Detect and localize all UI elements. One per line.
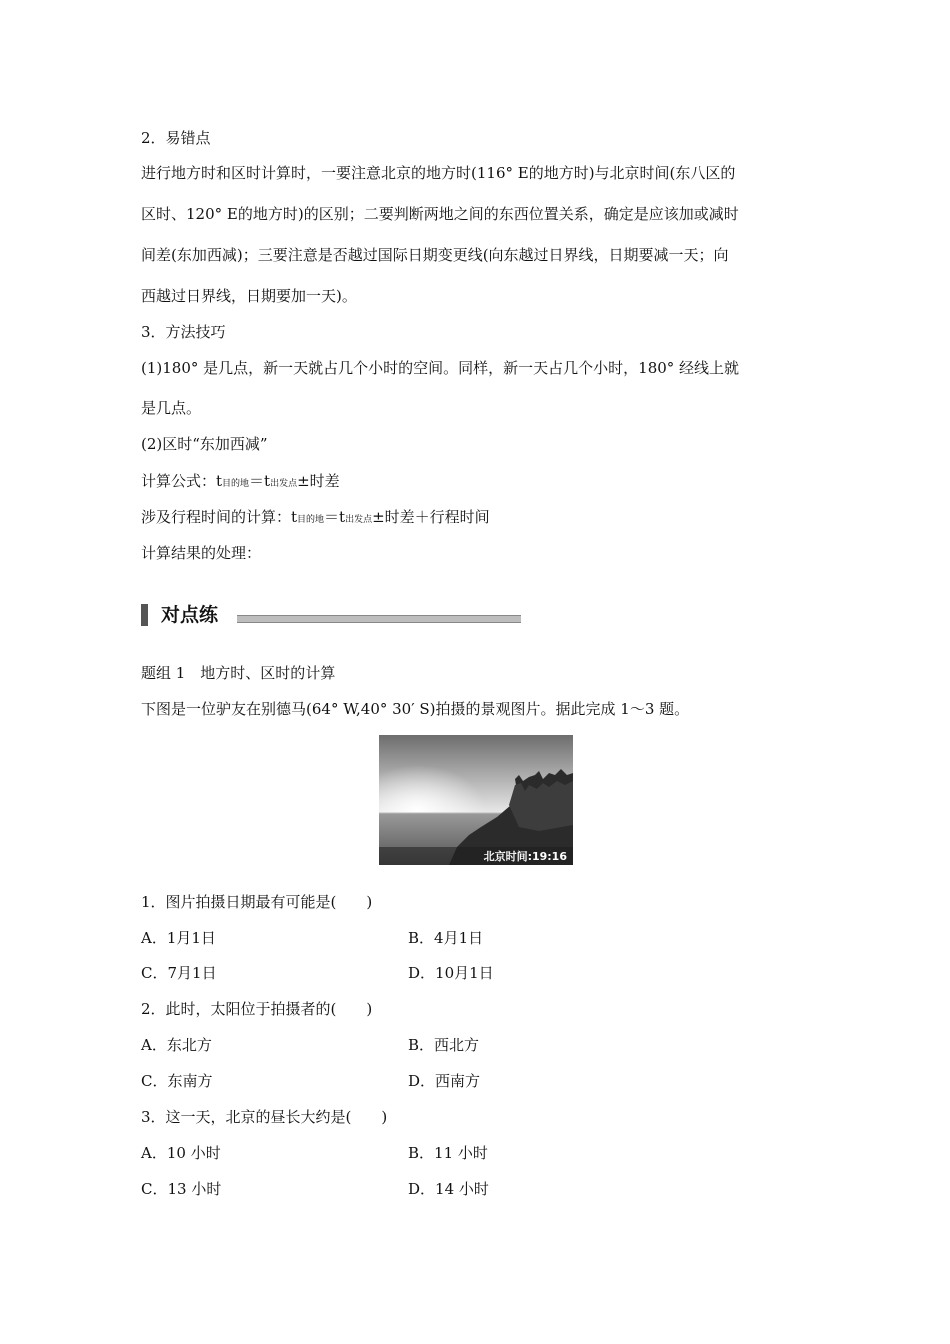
formula-subscript: 出发点	[345, 515, 373, 525]
question-stem: 1．图片拍摄日期最有可能是( )	[141, 893, 373, 911]
heading-methods: 3．方法技巧	[141, 323, 226, 341]
heading-error-prone: 2．易错点	[141, 129, 211, 147]
formula-subscript: 目的地	[222, 479, 250, 489]
result-processing: 计算结果的处理：	[141, 544, 262, 562]
formula-text: ±时差	[297, 472, 340, 490]
option-a: A．10 小时	[141, 1144, 221, 1162]
paragraph-line: 区时、120° E的地方时)的区别；二要判断两地之间的东西位置关系，确定是应该加或减时	[141, 205, 739, 223]
option-c: C．13 小时	[141, 1180, 222, 1198]
section-rule	[237, 615, 521, 623]
section-marker	[141, 604, 148, 626]
option-b: B．西北方	[408, 1036, 480, 1054]
option-b: B．11 小时	[408, 1144, 488, 1162]
question-stem: 2．此时，太阳位于拍摄者的( )	[141, 1000, 373, 1018]
formula-text: 计算公式：t	[141, 472, 223, 490]
question-group-title: 题组 1 地方时、区时的计算	[141, 664, 336, 682]
option-d: D．西南方	[408, 1072, 481, 1090]
formula-text: 涉及行程时间的计算：t	[141, 508, 298, 526]
paragraph-line: 进行地方时和区时计算时，一要注意北京的地方时(116° E的地方时)与北京时间(东八区的	[141, 164, 736, 182]
option-d: D．14 小时	[408, 1180, 489, 1198]
formula-text: ±时差＋行程时间	[372, 508, 490, 526]
photo-caption: 北京时间:19:16	[483, 850, 567, 863]
question-stem: 3．这一天，北京的昼长大约是( )	[141, 1108, 388, 1126]
paragraph-line: 西越过日界线，日期要加一天)。	[141, 287, 357, 305]
formula-basic	[141, 471, 340, 494]
landscape-photo	[379, 735, 573, 865]
paragraph-line: 间差(东加西减)；三要注意是否越过国际日期变更线(向东越过日界线，日期要减一天；向	[141, 246, 729, 264]
option-a: A．1月1日	[141, 929, 216, 947]
section-header	[141, 602, 541, 628]
tip-line: 是几点。	[141, 399, 202, 417]
option-b: B．4月1日	[408, 929, 484, 947]
option-a: A．东北方	[141, 1036, 212, 1054]
formula-text: ＝t	[324, 508, 346, 526]
tip-heading: (2)区时“东加西减”	[141, 435, 268, 453]
option-c: C．7月1日	[141, 964, 217, 982]
formula-text: ＝t	[249, 472, 271, 490]
option-d: D．10月1日	[408, 964, 494, 982]
formula-subscript: 出发点	[270, 479, 298, 489]
section-title: 对点练	[161, 604, 219, 626]
formula-subscript: 目的地	[297, 515, 325, 525]
tip-line: (1)180° 是几点，新一天就占几个小时的空间。同样，新一天占几个小时，180° 经线上就	[141, 359, 740, 377]
formula-travel	[141, 507, 490, 530]
exercise-intro: 下图是一位驴友在别德马(64° W,40° 30′ S)拍摄的景观图片。据此完成 1～3 题。	[141, 700, 690, 718]
option-c: C．东南方	[141, 1072, 213, 1090]
